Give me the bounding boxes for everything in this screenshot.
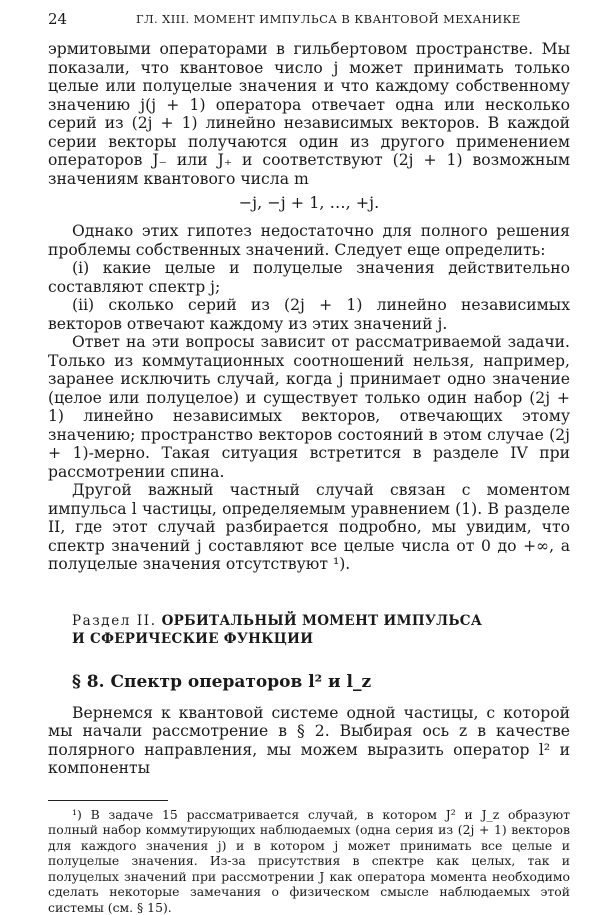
section-heading (48, 612, 570, 648)
page-number: 24 (48, 10, 67, 28)
running-head: ГЛ. XIII. МОМЕНТ ИМПУЛЬСА В КВАНТОВОЙ МЕХАНИКЕ (136, 12, 521, 26)
page-body (48, 40, 570, 915)
paragraph-2: Однако этих гипотез недостаточно для полного решения проблемы собственных значений. Следует еще определить: (48, 222, 570, 259)
paragraph-heading: § 8. Спектр операторов l² и l_z (72, 672, 570, 692)
paragraph-1: эрмитовыми операторами в гильбертовом пространстве. Мы показали, что квантовое число j может принимать только целые или полуцелые значения и что каждому собственному значению j(j + 1) оператора отвечает одна или несколько серий из (2j + 1) линейно независимых векторов. В каждой серии векторы получаются один из другого применением операторов J₋ или J₊ и соответствуют (2j + 1) возможным значениям квантового числа m (48, 40, 570, 188)
section-label: Раздел II. (72, 613, 157, 629)
section-title-line1: ОРБИТАЛЬНЫЙ МОМЕНТ ИМПУЛЬСА (162, 613, 483, 629)
paragraph-4: Другой важный частный случай связан с моментом импульса l частицы, определяемым уравнением (1). В разделе II, где этот случай разбирается подробно, мы увидим, что спектр значений j составляют все целые числа от 0 до +∞, а полуцелые значения отсутствуют ¹). (48, 481, 570, 574)
formula: −j, −j + 1, …, +j. (48, 192, 570, 214)
section-paragraph: Вернемся к квантовой системе одной частицы, с которой мы начали рассмотрение в § 2. Выбирая ось z в качестве полярного направления, мы можем выразить оператор l² и компоненты (48, 704, 570, 778)
list-item-ii: (ii) сколько серий из (2j + 1) линейно независимых векторов отвечают каждому из этих значений j. (48, 296, 570, 333)
paragraph-3: Ответ на эти вопросы зависит от рассматриваемой задачи. Только из коммутационных соотношений нельзя, например, заранее исключить случай, когда j принимает одно значение (целое или полуцелое) и существует только один набор (2j + 1) линейно независимых векторов, отвечающих этому значению; пространство векторов состояний в этом случае (2j + 1)-мерно. Такая ситуация встретится в разделе IV при рассмотрении спина. (48, 333, 570, 481)
page-header (48, 10, 572, 32)
footnote: ¹) В задаче 15 рассматривается случай, в котором J² и J_z образуют полный набор коммутирующих наблюдаемых (одна серия из (2j + 1) векторов для каждого значения j) и в котором j может принимать все целые и полуцелые значения. Из-за присутствия в спектре как целых, так и полуцелых значений при рассмотрении J как оператора момента необходимо сделать некоторые замечания о физическом смысле наблюдаемых этой системы (см. § 15). (48, 807, 570, 915)
list-item-i: (i) какие целые и полуцелые значения действительно составляют спектр j; (48, 259, 570, 296)
section-title-line2: И СФЕРИЧЕСКИЕ ФУНКЦИИ (72, 631, 313, 647)
footnote-divider (48, 800, 168, 801)
